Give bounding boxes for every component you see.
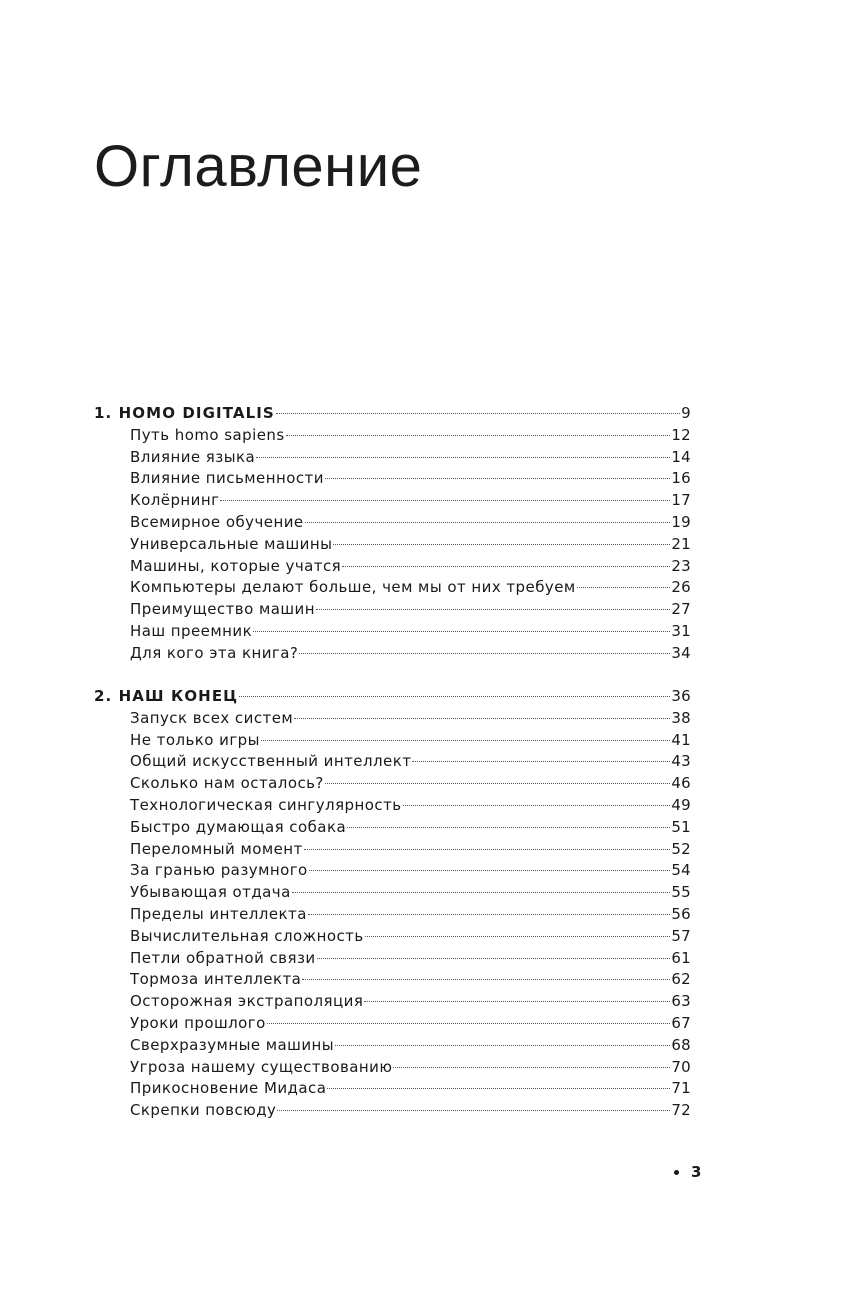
bullet-icon <box>674 1170 679 1175</box>
toc-chapter[interactable] <box>94 403 691 425</box>
dot-leader <box>342 566 670 567</box>
entry-page-number: 70 <box>671 1057 691 1076</box>
dot-leader <box>308 914 670 915</box>
entry-page-number: 67 <box>671 1014 691 1033</box>
dot-leader <box>327 1088 670 1089</box>
toc-entry[interactable] <box>94 599 691 621</box>
toc-entry[interactable] <box>94 490 691 512</box>
dot-leader <box>253 631 670 632</box>
entry-title: Путь homo sapiens <box>130 425 285 444</box>
dot-leader <box>317 958 671 959</box>
entry-page-number: 62 <box>671 970 691 989</box>
toc-entry[interactable] <box>94 839 691 861</box>
entry-page-number: 63 <box>671 992 691 1011</box>
dot-leader <box>267 1023 671 1024</box>
entry-page-number: 49 <box>671 796 691 815</box>
toc-entry[interactable] <box>94 817 691 839</box>
entry-title: Переломный момент <box>130 839 303 858</box>
toc-section <box>94 403 691 665</box>
dot-leader <box>304 849 671 850</box>
entry-title: Машины, которые учатся <box>130 556 342 575</box>
entry-page-number: 16 <box>671 469 691 488</box>
entry-title: Для кого эта книга? <box>130 643 299 662</box>
dot-leader <box>403 805 671 806</box>
entry-title: Вычислительная сложность <box>130 926 364 945</box>
entry-page-number: 14 <box>671 447 691 466</box>
dot-leader <box>261 740 670 741</box>
toc-entry[interactable] <box>94 860 691 882</box>
toc-entry[interactable] <box>94 795 691 817</box>
entry-page-number: 9 <box>681 404 691 422</box>
entry-title: Компьютеры делают больше, чем мы от них требуем <box>130 578 576 597</box>
entry-page-number: 27 <box>671 600 691 619</box>
toc-entry[interactable] <box>94 577 691 599</box>
toc-section <box>94 686 691 1122</box>
toc-entry[interactable] <box>94 751 691 773</box>
entry-title: Угроза нашему существованию <box>130 1057 393 1076</box>
entry-title: Технологическая сингулярность <box>130 796 402 815</box>
toc-entry[interactable] <box>94 643 691 665</box>
entry-page-number: 54 <box>671 861 691 880</box>
dot-leader <box>333 544 670 545</box>
entry-title: Осторожная экстраполяция <box>130 992 364 1011</box>
dot-leader <box>299 653 670 654</box>
toc-entry[interactable] <box>94 1078 691 1100</box>
entry-page-number: 38 <box>671 708 691 727</box>
dot-leader <box>309 870 671 871</box>
dot-leader <box>220 500 670 501</box>
chapter-title: 1. HOMO DIGITALIS <box>94 404 275 422</box>
toc-entry[interactable] <box>94 1100 691 1122</box>
toc-chapter[interactable] <box>94 686 691 708</box>
dot-leader <box>393 1067 670 1068</box>
entry-title: Петли обратной связи <box>130 948 316 967</box>
entry-page-number: 26 <box>671 578 691 597</box>
entry-title: Не только игры <box>130 730 260 749</box>
entry-title: Быстро думающая собака <box>130 817 347 836</box>
dot-leader <box>335 1045 670 1046</box>
dot-leader <box>364 1001 670 1002</box>
entry-title: Сколько нам осталось? <box>130 774 324 793</box>
page-title: Оглавление <box>94 134 423 199</box>
toc-entry[interactable] <box>94 991 691 1013</box>
toc-entry[interactable] <box>94 1013 691 1035</box>
entry-title: Влияние языка <box>130 447 256 466</box>
dot-leader <box>365 936 671 937</box>
dot-leader <box>347 827 670 828</box>
dot-leader <box>277 1110 670 1111</box>
toc-entry[interactable] <box>94 773 691 795</box>
entry-page-number: 68 <box>671 1035 691 1054</box>
toc-entry[interactable] <box>94 948 691 970</box>
entry-title: Универсальные машины <box>130 534 333 553</box>
dot-leader <box>256 457 670 458</box>
entry-page-number: 51 <box>671 817 691 836</box>
entry-page-number: 57 <box>671 926 691 945</box>
toc-entry[interactable] <box>94 1057 691 1079</box>
entry-title: Преимущество машин <box>130 600 315 619</box>
dot-leader <box>302 979 670 980</box>
entry-page-number: 56 <box>671 905 691 924</box>
entry-page-number: 17 <box>671 491 691 510</box>
dot-leader <box>325 478 670 479</box>
entry-title: Скрепки повсюду <box>130 1101 277 1120</box>
dot-leader <box>577 587 671 588</box>
toc-entry[interactable] <box>94 926 691 948</box>
dot-leader <box>325 783 670 784</box>
dot-leader <box>294 718 670 719</box>
entry-title: Наш преемник <box>130 621 253 640</box>
entry-title: Сверхразумные машины <box>130 1035 335 1054</box>
dot-leader <box>292 892 671 893</box>
toc-entry[interactable] <box>94 468 691 490</box>
page-number-value: 3 <box>691 1163 702 1181</box>
entry-title: Пределы интеллекта <box>130 905 307 924</box>
entry-title: Запуск всех систем <box>130 708 294 727</box>
toc-entry[interactable] <box>94 425 691 447</box>
dot-leader <box>412 761 670 762</box>
entry-page-number: 21 <box>671 534 691 553</box>
toc-entry[interactable] <box>94 1035 691 1057</box>
entry-title: Прикосновение Мидаса <box>130 1079 327 1098</box>
dot-leader <box>239 696 670 697</box>
entry-page-number: 41 <box>671 730 691 749</box>
entry-title: Колёрнинг <box>130 491 220 510</box>
toc-entry[interactable] <box>94 730 691 752</box>
entry-title: Всемирное обучение <box>130 512 304 531</box>
dot-leader <box>286 435 671 436</box>
entry-page-number: 31 <box>671 621 691 640</box>
entry-page-number: 71 <box>671 1079 691 1098</box>
toc-entry[interactable] <box>94 556 691 578</box>
chapter-title: 2. НАШ КОНЕЦ <box>94 687 239 706</box>
entry-title: Влияние письменности <box>130 469 324 488</box>
entry-title: Убывающая отдача <box>130 883 291 902</box>
entry-page-number: 43 <box>671 752 691 771</box>
toc-entry[interactable] <box>94 512 691 534</box>
dot-leader <box>305 522 671 523</box>
toc-entry[interactable] <box>94 621 691 643</box>
entry-page-number: 46 <box>671 774 691 793</box>
toc-entry[interactable] <box>94 882 691 904</box>
entry-page-number: 52 <box>671 839 691 858</box>
entry-page-number: 55 <box>671 883 691 902</box>
entry-title: Уроки прошлого <box>130 1014 266 1033</box>
table-of-contents <box>94 403 691 1144</box>
toc-entry[interactable] <box>94 534 691 556</box>
entry-page-number: 36 <box>671 687 691 706</box>
entry-page-number: 19 <box>671 512 691 531</box>
toc-entry[interactable] <box>94 708 691 730</box>
entry-page-number: 72 <box>671 1101 691 1120</box>
entry-title: Общий искусственный интеллект <box>130 752 412 771</box>
dot-leader <box>276 413 680 414</box>
entry-title: За гранью разумного <box>130 861 308 880</box>
entry-page-number: 23 <box>671 556 691 575</box>
entry-page-number: 12 <box>671 425 691 444</box>
entry-page-number: 61 <box>671 948 691 967</box>
toc-entry[interactable] <box>94 904 691 926</box>
dot-leader <box>316 609 670 610</box>
page-number <box>674 1163 701 1181</box>
entry-title: Тормоза интеллекта <box>130 970 302 989</box>
entry-page-number: 34 <box>671 643 691 662</box>
toc-entry[interactable] <box>94 447 691 469</box>
toc-entry[interactable] <box>94 969 691 991</box>
